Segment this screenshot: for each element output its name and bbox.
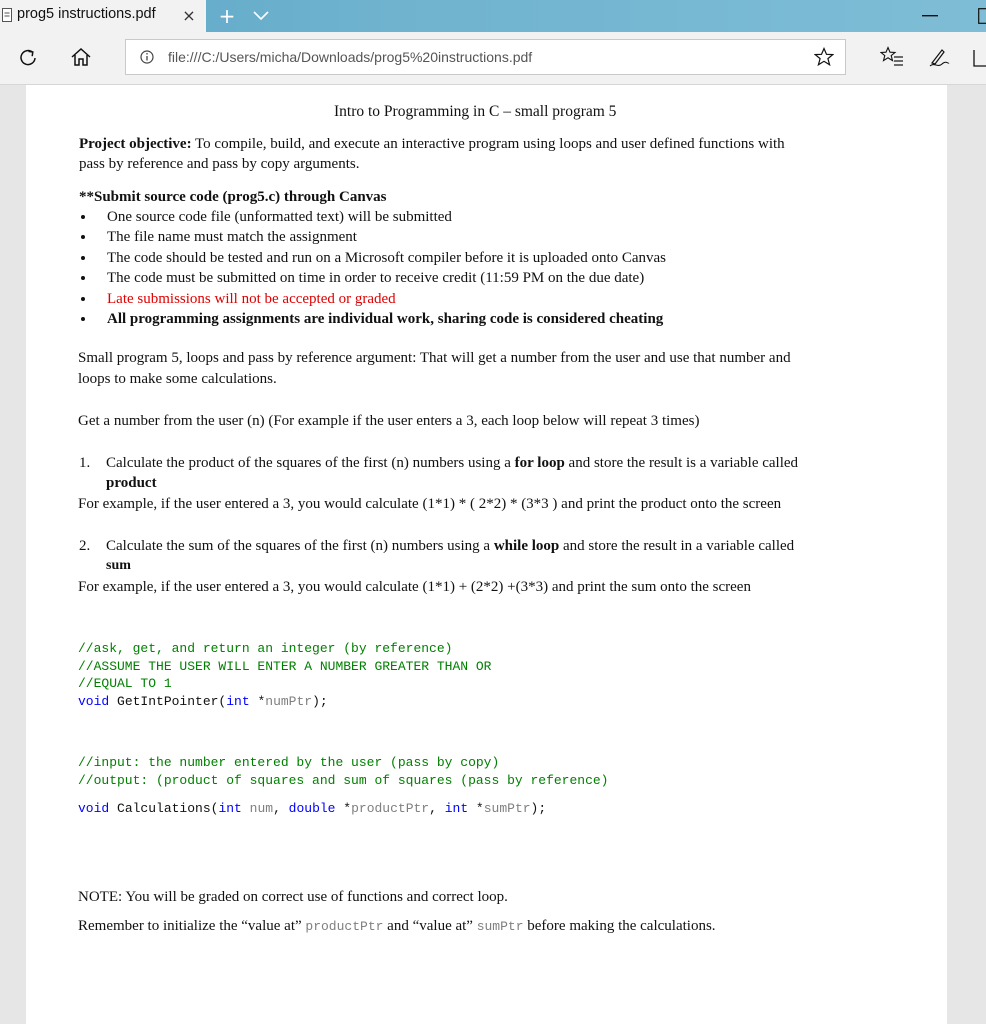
bullet-dot [81, 235, 85, 239]
code-keyword: int [218, 801, 242, 816]
code-comment: //input: the number entered by the user (pass by copy) [78, 755, 500, 770]
bullet-item: The file name must match the assignment [107, 229, 357, 245]
intro-line-1: Small program 5, loops and pass by reference argument: That will get a number from the user and use that number and [78, 350, 791, 366]
item2-text-c: and store the result in a variable called [559, 538, 795, 554]
code-param: productPtr [351, 801, 430, 816]
code-keyword: double [288, 801, 336, 816]
star-icon[interactable] [814, 47, 834, 67]
code-keyword: int [226, 694, 250, 709]
code-keyword: int [444, 801, 469, 816]
tab-bar [0, 0, 986, 32]
code-param: numPtr [265, 694, 313, 709]
bullet-dot [81, 215, 85, 219]
item2-text-a: Calculate the sum of the squares of the first (n) numbers using a [106, 538, 494, 554]
code-comment: //ASSUME THE USER WILL ENTER A NUMBER GREATER THAN OR [78, 659, 492, 674]
chevron-down-icon[interactable] [252, 9, 270, 23]
bullet-dot [81, 297, 85, 301]
item1-product: product [106, 475, 157, 491]
code-punct: * [249, 694, 266, 709]
bullet-dot [81, 276, 85, 280]
item2-number: 2. [79, 538, 91, 554]
bullet-item: The code must be submitted on time in order to receive credit (11:59 PM on the due date) [107, 270, 645, 286]
remember-a: Remember to initialize the “value at” [78, 918, 306, 934]
item1-example: For example, if the user entered a 3, you would calculate (1*1) * ( 2*2) * (3*3 ) and print the product onto the screen [78, 496, 782, 512]
favorites-list-icon[interactable] [880, 46, 904, 68]
url-field[interactable] [125, 39, 846, 75]
item1-for-loop: for loop [514, 455, 565, 471]
minimize-icon[interactable] [922, 15, 938, 17]
tab-prog5-instructions[interactable] [0, 0, 206, 32]
code-comment: //output: (product of squares and sum of squares (pass by reference) [78, 773, 609, 788]
code-punct: , [273, 801, 289, 816]
pdf-viewer[interactable] [0, 85, 986, 1024]
code-function: Calculations( [109, 801, 219, 816]
code-punct: ); [530, 801, 547, 816]
refresh-icon[interactable] [18, 48, 38, 68]
objective-label: Project objective: [79, 136, 192, 152]
item2-line [106, 536, 794, 556]
info-icon[interactable] [140, 50, 154, 64]
code-punct: * [468, 801, 484, 816]
bullet-item-individual: All programming assignments are individual work, sharing code is considered cheating [107, 311, 664, 327]
submit-heading: **Submit source code (prog5.c) through Canvas [79, 189, 387, 205]
pen-icon[interactable] [928, 46, 950, 68]
item2-sum: sum [106, 558, 131, 573]
code-param: num [241, 801, 274, 816]
code-keyword: void [78, 801, 110, 816]
remember-c: and “value at” [383, 918, 477, 934]
intro-line-2: loops to make some calculations. [78, 371, 277, 387]
home-icon[interactable] [70, 46, 92, 68]
close-icon[interactable]: × [182, 6, 196, 25]
code-getintpointer [78, 693, 328, 711]
item1-text-c: and store the result is a variable called [564, 455, 799, 471]
bullet-item: The code should be tested and run on a Microsoft compiler before it is uploaded onto Canvas [107, 250, 667, 266]
address-toolbar [0, 32, 986, 85]
pdf-icon [2, 8, 12, 22]
objective-text: To compile, build, and execute an interactive program using loops and user defined functions with [191, 136, 785, 152]
remember-sumptr: sumPtr [476, 919, 524, 934]
bullet-item: One source code file (unformatted text) will be submitted [107, 209, 452, 225]
code-function: GetIntPointer( [109, 694, 227, 709]
code-punct: ); [312, 694, 328, 709]
code-comment: //ask, get, and return an integer (by reference) [78, 641, 453, 656]
code-calculations [78, 800, 546, 818]
remember-productptr: productPtr [305, 919, 384, 934]
url-text[interactable]: file:///C:/Users/micha/Downloads/prog5%20instructions.pdf [168, 49, 533, 65]
remember-text [78, 916, 716, 937]
tab-title: prog5 instructions.pdf [17, 6, 156, 22]
bullet-dot [81, 317, 85, 321]
get-number-text: Get a number from the user (n) (For example if the user enters a 3, each loop below will repeat 3 times) [78, 413, 700, 429]
pdf-page [26, 85, 947, 1024]
objective-line-2: pass by reference and pass by copy arguments. [79, 156, 360, 172]
page-title: Intro to Programming in C – small program 5 [334, 103, 617, 120]
code-punct: * [335, 801, 352, 816]
code-comment: //EQUAL TO 1 [78, 676, 172, 691]
objective-line-1 [79, 134, 785, 154]
code-keyword: void [78, 694, 110, 709]
code-punct: , [429, 801, 445, 816]
item1-line [106, 453, 798, 473]
note-text: NOTE: You will be graded on correct use of functions and correct loop. [78, 889, 508, 905]
maximize-icon[interactable] [978, 8, 986, 24]
code-param: sumPtr [483, 801, 531, 816]
bullet-dot [81, 256, 85, 260]
bullet-item-late: Late submissions will not be accepted or graded [107, 291, 396, 307]
share-icon[interactable] [972, 46, 986, 68]
item2-while-loop: while loop [493, 538, 560, 554]
item1-text-a: Calculate the product of the squares of the first (n) numbers using a [106, 455, 515, 471]
item1-number: 1. [79, 455, 91, 471]
remember-e: before making the calculations. [523, 918, 716, 934]
plus-icon[interactable]: + [218, 4, 236, 28]
item2-example: For example, if the user entered a 3, you would calculate (1*1) + (2*2) +(3*3) and print the sum onto the screen [78, 579, 751, 595]
